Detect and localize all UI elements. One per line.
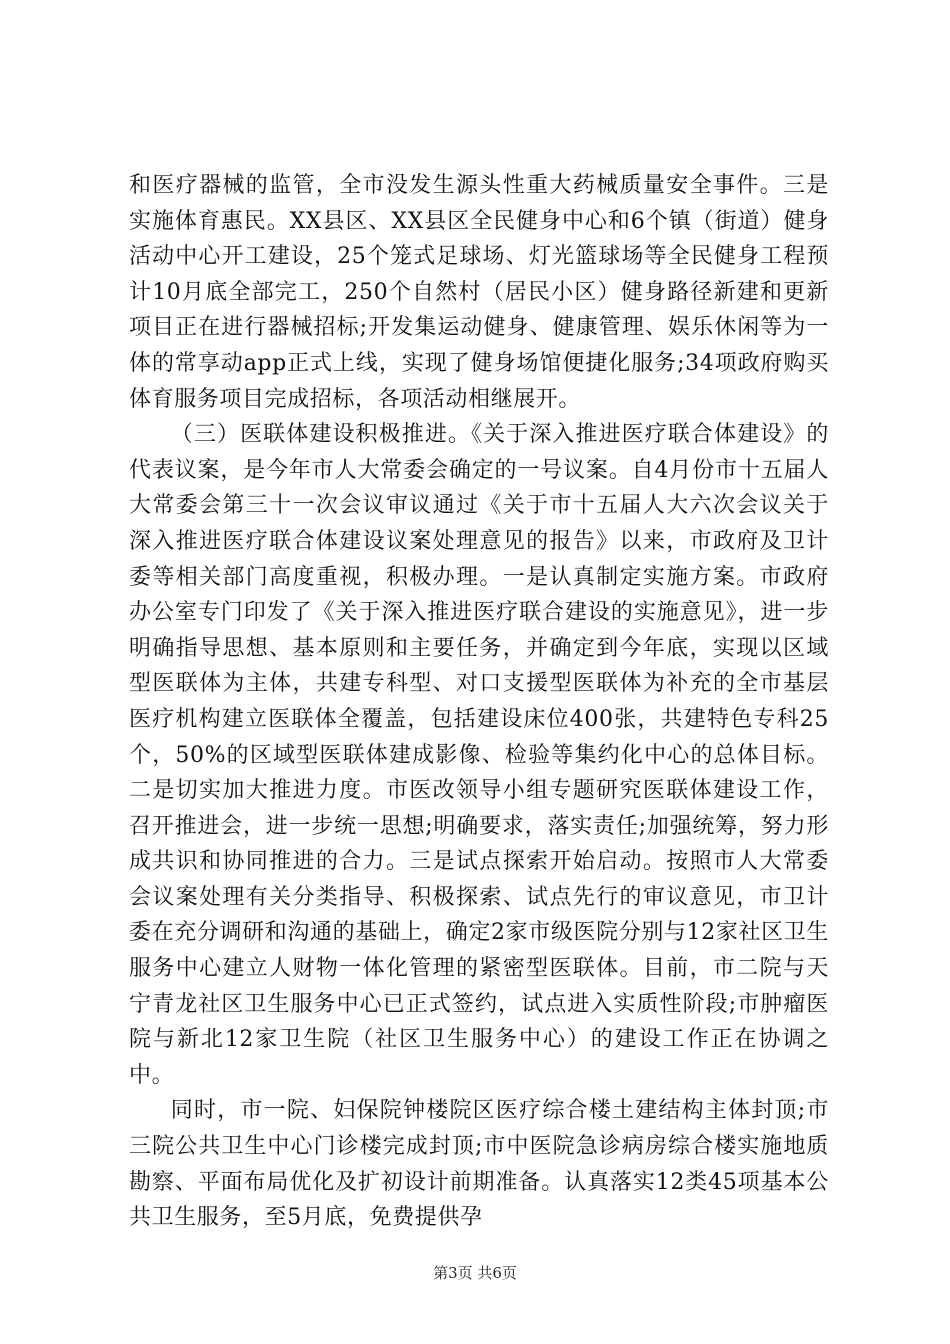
document-body xyxy=(129,168,829,1236)
paragraph-2: （三）医联体建设积极推进。《关于深入推进医疗联合体建设》的代表议案，是今年市人大常委会确定的一号议案。自4月份市十五届人大常委会第三十一次会议审议通过《关于市十五届人大六次会议关于深入推进医疗联合体建设议案处理意见的报告》以来，市政府及卫计委等相关部门高度重视，积极办理。一是认真制定实施方案。市政府办公室专门印发了《关于深入推进医疗联合建设的实施意见》，进一步明确指导思想、基本原则和主要任务，并确定到今年底，实现以区域型医联体为主体，共建专科型、对口支援型医联体为补充的全市基层医疗机构建立医联体全覆盖，包括建设床位400张，共建特色专科25个，50%的区域型医联体建成影像、检验等集约化中心的总体目标。二是切实加大推进力度。市医改领导小组专题研究医联体建设工作，召开推进会，进一步统一思想;明确要求，落实责任;加强统筹，努力形成共识和协同推进的合力。三是试点探索开始启动。按照市人大常委会议案处理有关分类指导、积极探索、试点先行的审议意见，市卫计委在充分调研和沟通的基础上，确定2家市级医院分别与12家社区卫生服务中心建立人财物一体化管理的紧密型医联体。目前，市二院与天宁青龙社区卫生服务中心已正式签约，试点进入实质性阶段;市肿瘤医院与新北12家卫生院（社区卫生服务中心）的建设工作正在协调之中。 xyxy=(129,422,829,1088)
paragraph-1: 和医疗器械的监管，全市没发生源头性重大药械质量安全事件。三是实施体育惠民。XX县区、XX县区全民健身中心和6个镇（街道）健身活动中心开工建设，25个笼式足球场、灯光篮球场等全民健身工程预计10月底全部完工，250个自然村（居民小区）健身路径新建和更新项目正在进行器械招标;开发集运动健身、健康管理、娱乐休闲等为一体的常享动app正式上线，实现了健身场馆便捷化服务;34项政府购买体育服务项目完成招标，各项活动相继展开。 xyxy=(129,173,829,412)
paragraph-3: 同时，市一院、妇保院钟楼院区医疗综合楼土建结构主体封顶;市三院公共卫生中心门诊楼完成封顶;市中医院急诊病房综合楼实施地质勘察、平面布局优化及扩初设计前期准备。认真落实12类45项基本公共卫生服务，至5月底，免费提供孕 xyxy=(129,1098,829,1231)
page-footer: 第3页 共6页 xyxy=(433,1264,517,1282)
